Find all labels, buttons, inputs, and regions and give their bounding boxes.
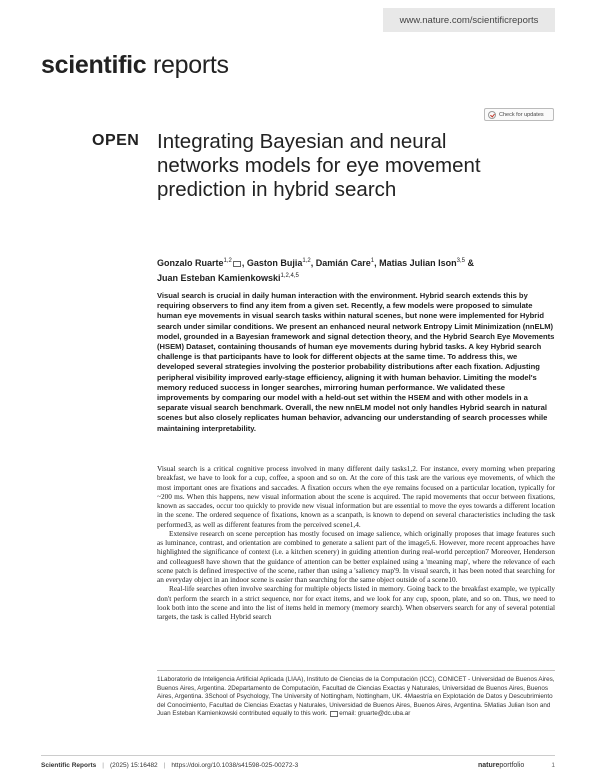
- author-name[interactable]: Matias Julian Ison: [379, 258, 457, 268]
- mail-icon: [330, 711, 338, 717]
- page-number: 1: [551, 761, 555, 769]
- footer-divider: [41, 755, 555, 756]
- author-affil: 1,2,4,5: [280, 273, 299, 279]
- body-paragraph: Extensive research on scene perception has mostly focused on image salience, which originally proposes that image features such as luminance, contrast, and orientation are combined to generate a salient part of the image5,6. However, more recent approaches have highlighted the significance of context (i.e. a kitchen scenery) in guiding attention during real-world perception7 Moreover, Henderson and colleagues8 have shown that the guidance of attention can be better explained using a 'meaning map', where the relevance of each scene patch is defined irrespective of the scene, rather than using a 'saliency map'9. In visual search, it has been noted that searching for an everyday object in an indoor scene is easier than searching for the same object outside of a scene10.: [157, 528, 555, 584]
- body-paragraph: Real-life searches often involve searching for multiple objects listed in memory. Going back to the breakfast example, we typically don't perform the search in a strict sequence, nor for exact items, and we look for any cup, spoon, plate, and so on. Thus, we need to look both into the scene and into the list of items held in memory (memory search). When observers search for any of several potential targets, the task is called Hybrid search: [157, 584, 555, 621]
- nature-portfolio-logo: [478, 762, 524, 769]
- check-for-updates-button[interactable]: [484, 108, 554, 121]
- brand-bold: scientific: [41, 51, 147, 79]
- check-updates-label: Check for updates: [499, 111, 544, 118]
- author-name[interactable]: Gonzalo Ruarte: [157, 258, 224, 268]
- page-footer: [41, 759, 555, 771]
- abstract: Visual search is crucial in daily human interaction with the environment. Hybrid search extends this by requiring observers to find any item from a given set. Recently, a few models were proposed to simulate human eye movements in visual search tasks within natural scenes, but none were implemented for Hybrid search under similar conditions. We present an enhanced neural network Entropy Limit Minimization (nnELM) model, grounded in a Bayesian framework and signal detection theory, and the Hybrid Search Eye Movements (HSEM) Dataset, containing thousands of human eye movements during hybrid tasks. A key Hybrid search challenge is that participants have to look for different objects at the same time. To address this, we developed several strategies involving the posterior probability distributions after each fixation. Adjusting peripheral visibility improved early-stage efficiency, aligning it with human behavior. Limiting the model's memory reduced success in longer searches, mirroring human performance. We validated these improvements by comparing our model with a held-out set within the HSEM and with other models in a separate visual search benchmark. Overall, the new nnELM model not only handles Hybrid search in natural scenes but also closely replicates human behavior, advancing our understanding of search processes while maintaining interpretability.: [157, 291, 555, 433]
- author-name[interactable]: Juan Esteban Kamienkowski: [157, 273, 281, 283]
- author-list: Gonzalo Ruarte$^{1,2}$ , Gaston Bujia$^{1,2}$, Damián Care$^1$, Matias Julian Ison$^{3,5}$ & Juan Esteban Kamienkowski$^{1,2,4,5}$: [157, 258, 475, 283]
- author-affil: 3,5: [456, 258, 466, 264]
- footer-doi-link[interactable]: https://doi.org/10.1038/s41598-025-00272-3: [171, 761, 299, 769]
- journal-logo: [41, 50, 229, 80]
- mail-icon[interactable]: [233, 261, 241, 267]
- open-access-label: OPEN: [92, 132, 140, 149]
- journal-url[interactable]: www.nature.com/scientificreports: [383, 8, 555, 32]
- author-affil: 1: [370, 258, 375, 264]
- article-title: Integrating Bayesian and neural networks models for eye movement prediction in hybrid search: [157, 130, 481, 201]
- body-text: [157, 464, 555, 621]
- body-paragraph: Visual search is a critical cognitive process involved in many different daily tasks1,2. For instance, every morning when preparing breakfast, we have to look for a cup, coffee, a spoon and so on. At the core of this task are the various eye movements, of which the most important ones are fixations and saccades. A fixation occurs when the eye remains focused on a particular location, typically for ~200 ms. When this happens, new visual information about the scene is acquired. The rapid movements that occur between fixations, known as saccades, occur too quickly to provide new visual information but are essential to move the eyes towards a different location in the scene. The ordered sequence of fixations, known as a scanpath, is known to depend on several characteristics including the task performed3, as well as different features from the perceived scene1,4.: [157, 464, 555, 529]
- footer-separator: |: [163, 761, 166, 769]
- np-bold: nature: [478, 761, 500, 769]
- author-affil: 1,2: [302, 258, 311, 264]
- brand-light: reports: [146, 51, 229, 79]
- author-name[interactable]: Damián Care: [315, 258, 371, 268]
- author-name[interactable]: Gaston Bujia: [246, 258, 303, 268]
- np-light: portfolio: [499, 761, 525, 769]
- corresponding-email[interactable]: email: gruarte@dc.uba.ar: [339, 710, 411, 718]
- footer-issue: (2025) 15:16482: [109, 761, 158, 769]
- footer-journal: Scientific Reports: [41, 761, 97, 769]
- affiliation-text: 1Laboratorio de Inteligencia Artificial Aplicada (LIAA), Instituto de Ciencias de la Computación (ICC), CONICET - Universidad de Buenos Aires, Buenos Aires, Argentina. 2Departamento de Computación, Facultad de Ciencias Exactas y Naturales, Universidad de Buenos Aires, Buenos Aires, Argentina. 3School of Psychology, The University of Nottingham, Nottingham, UK. 4Maestría en Explotación de Datos y Descubrimiento del Conocimiento, Facultad de Ciencias Exactas y Naturales, Universidad de Buenos Aires, Buenos Aires, Argentina. 5Matias Julian Ison and Juan Esteban Kamienkowski contributed equally to this work.: [157, 676, 555, 718]
- affiliations: [157, 676, 555, 719]
- check-updates-icon: [488, 111, 496, 119]
- author-affil: 1,2: [223, 258, 232, 264]
- affiliation-divider: [157, 670, 555, 671]
- footer-separator: |: [102, 761, 104, 769]
